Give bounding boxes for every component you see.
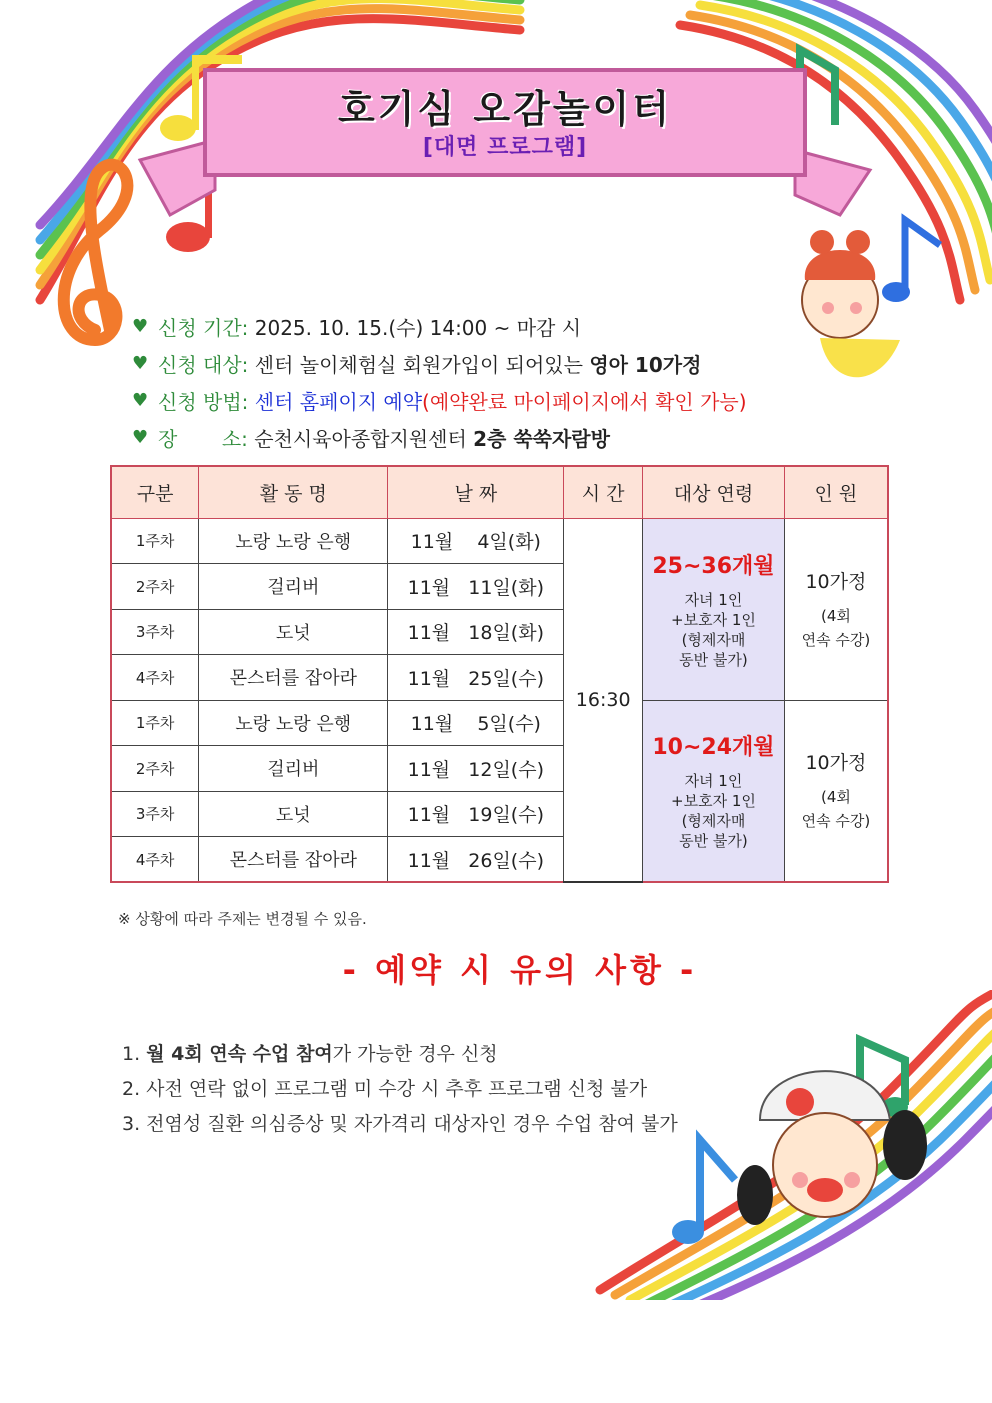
capacity-cell-group-2 bbox=[784, 700, 888, 882]
week-cell: 2주차 bbox=[111, 746, 199, 792]
place-label: 장 소: bbox=[158, 427, 248, 451]
method-value: 센터 홈페이지 예약 bbox=[254, 390, 423, 414]
date-cell: 11월 11일(화) bbox=[388, 564, 564, 610]
capacity-value: 10가정 bbox=[805, 570, 867, 593]
time-cell: 16:30 bbox=[564, 518, 643, 882]
date-cell: 11월 18일(화) bbox=[388, 609, 564, 655]
date-cell: 11월 12일(수) bbox=[388, 746, 564, 792]
heart-icon: ♥ bbox=[132, 390, 149, 411]
schedule-table bbox=[110, 465, 889, 883]
rule-3: 3. 전염성 질환 의심증상 및 자가격리 대상자인 경우 수업 참여 불가 bbox=[122, 1113, 678, 1135]
period-value: 2025. 10. 15.(수) 14:00 ~ 마감 시 bbox=[254, 316, 582, 340]
week-cell: 4주차 bbox=[111, 655, 199, 701]
rule-1-bold: 월 4회 연속 수업 참여 bbox=[146, 1043, 333, 1065]
age-range: 25~36개월 bbox=[652, 553, 775, 579]
activity-cell: 걸리버 bbox=[199, 746, 388, 792]
table-header-row bbox=[111, 466, 888, 518]
week-cell: 1주차 bbox=[111, 700, 199, 746]
capacity-value: 10가정 bbox=[805, 752, 867, 775]
header-age: 대상 연령 bbox=[643, 466, 785, 518]
header-capacity: 인 원 bbox=[784, 466, 888, 518]
age-note-line: 자녀 1인 bbox=[684, 772, 743, 791]
info-target bbox=[132, 345, 852, 382]
activity-cell: 몬스터를 잡아라 bbox=[199, 837, 388, 883]
age-note-line: (형제자매 bbox=[681, 630, 746, 649]
capacity-note-line: (4회 bbox=[820, 788, 851, 807]
page-title: 호기심 오감놀이터 bbox=[338, 87, 672, 131]
application-info bbox=[132, 308, 852, 456]
age-note-line: 동반 불가) bbox=[679, 650, 748, 669]
caution-rules bbox=[122, 1038, 678, 1143]
week-cell: 2주차 bbox=[111, 564, 199, 610]
method-note: (예약완료 마이페이지에서 확인 가능) bbox=[422, 390, 747, 414]
age-note-line: +보호자 1인 bbox=[671, 792, 756, 811]
rule-1 bbox=[122, 1038, 678, 1073]
age-cell-group-1 bbox=[643, 518, 785, 700]
period-label: 신청 기간: bbox=[158, 316, 249, 340]
capacity-note-line: (4회 bbox=[820, 606, 851, 625]
place-bold: 2층 쑥쑥자람방 bbox=[473, 427, 610, 451]
rule-1-number: 1. bbox=[122, 1043, 141, 1065]
activity-cell: 도넛 bbox=[199, 609, 388, 655]
capacity-note-line: 연속 수강) bbox=[801, 630, 871, 649]
rule-1-rest: 가 가능한 경우 신청 bbox=[332, 1043, 498, 1065]
date-cell: 11월 4일(화) bbox=[388, 518, 564, 564]
week-cell: 3주차 bbox=[111, 791, 199, 837]
info-place bbox=[132, 419, 852, 456]
age-cell-group-2 bbox=[643, 700, 785, 882]
activity-cell: 걸리버 bbox=[199, 564, 388, 610]
header-time: 시 간 bbox=[564, 466, 643, 518]
activity-cell: 노랑 노랑 은행 bbox=[199, 518, 388, 564]
capacity-cell-group-1 bbox=[784, 518, 888, 700]
rule-2: 2. 사전 연락 없이 프로그램 미 수강 시 추후 프로그램 신청 불가 bbox=[122, 1078, 648, 1100]
age-note-line: (형제자매 bbox=[681, 812, 746, 831]
table-row bbox=[111, 700, 888, 746]
page-subtitle: [대면 프로그램] bbox=[422, 135, 588, 160]
week-cell: 3주차 bbox=[111, 609, 199, 655]
target-bold: 영아 10가정 bbox=[589, 353, 702, 377]
date-cell: 11월 5일(수) bbox=[388, 700, 564, 746]
header-week: 구분 bbox=[111, 466, 199, 518]
activity-cell: 노랑 노랑 은행 bbox=[199, 700, 388, 746]
week-cell: 4주차 bbox=[111, 837, 199, 883]
info-method bbox=[132, 382, 852, 419]
heart-icon: ♥ bbox=[132, 316, 149, 337]
date-cell: 11월 25일(수) bbox=[388, 655, 564, 701]
capacity-note-line: 연속 수강) bbox=[801, 812, 871, 831]
caution-title: - 예약 시 유의 사항 - bbox=[342, 951, 698, 989]
date-cell: 11월 26일(수) bbox=[388, 837, 564, 883]
age-note-line: 동반 불가) bbox=[679, 832, 748, 851]
footer-decoration bbox=[560, 990, 992, 1300]
header-date: 날 짜 bbox=[388, 466, 564, 518]
target-label: 신청 대상: bbox=[158, 353, 249, 377]
place-value: 순천시육아종합지원센터 bbox=[254, 427, 467, 451]
age-note-line: 자녀 1인 bbox=[684, 590, 743, 609]
age-note-line: +보호자 1인 bbox=[671, 610, 756, 629]
table-row bbox=[111, 518, 888, 564]
activity-cell: 도넛 bbox=[199, 791, 388, 837]
heart-icon: ♥ bbox=[132, 353, 149, 374]
target-value: 센터 놀이체험실 회원가입이 되어있는 bbox=[254, 353, 583, 377]
week-cell: 1주차 bbox=[111, 518, 199, 564]
heart-icon: ♥ bbox=[132, 427, 149, 448]
method-label: 신청 방법: bbox=[158, 390, 249, 414]
date-cell: 11월 19일(수) bbox=[388, 791, 564, 837]
info-period bbox=[132, 308, 852, 345]
activity-cell: 몬스터를 잡아라 bbox=[199, 655, 388, 701]
age-range: 10~24개월 bbox=[652, 735, 775, 761]
header-activity: 활 동 명 bbox=[199, 466, 388, 518]
topic-change-note: ※ 상황에 따라 주제는 변경될 수 있음. bbox=[118, 910, 367, 928]
